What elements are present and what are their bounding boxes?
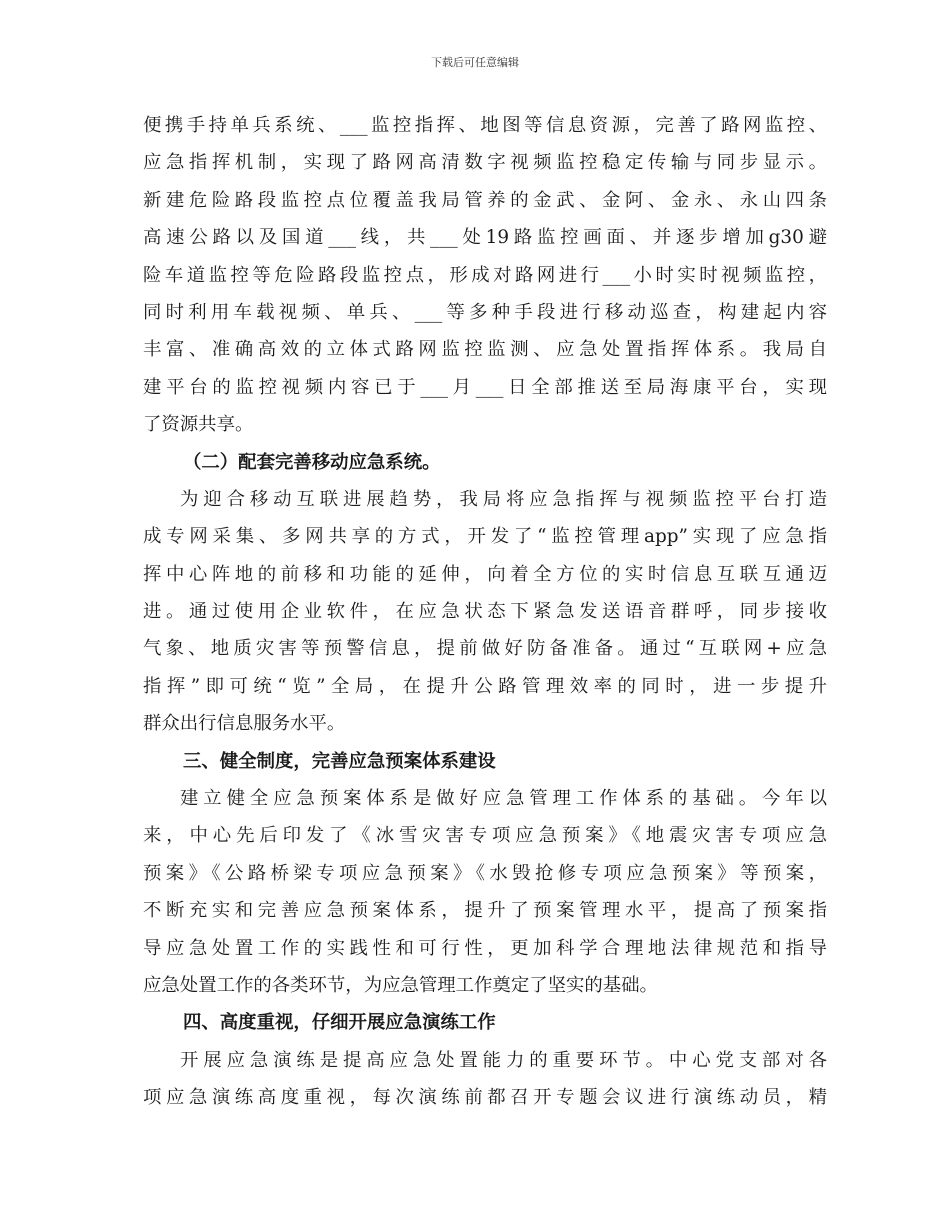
text-line: 挥中心阵地的前移和功能的延伸，向着全方位的实时信息互联互通迈 [143,563,827,585]
text-line: 应急指挥机制，实现了路网高清数字视频监控稳定传输与同步显示。 [143,152,827,174]
document-body [143,107,827,1117]
text-line: 为迎合移动互联进展趋势，我局将应急指挥与视频监控平台打造 [180,488,827,510]
text-line: 来，中心先后印发了《冰雪灾害专项应急预案》《地震灾害专项应急 [143,825,827,847]
text-line: 建平台的监控视频内容已于___月___日全部推送至局海康平台，实现 [143,376,827,398]
text-line: 气象、地质灾害等预警信息，提前做好防备准备。通过“互联网+应急 [143,638,827,660]
text-line: 指挥”即可统“览”全局，在提升公路管理效率的同时，进一步提升 [143,675,827,697]
text-line: 新建危险路段监控点位覆盖我局管养的金武、金阿、金永、永山四条 [143,189,827,211]
page-header: 下载后可任意编辑 [431,56,519,69]
text-line: 项应急演练高度重视，每次演练前都召开专题会议进行演练动员，精 [143,1087,827,1109]
text-line: 建立健全应急预案体系是做好应急管理工作体系的基础。今年以 [180,788,827,810]
text-line: 不断充实和完善应急预案体系，提升了预案管理水平，提高了预案指 [143,900,827,922]
text-line: 群众出行信息服务水平。 [143,713,346,735]
text-line: 导应急处置工作的实践性和可行性，更加科学合理地法律规范和指导 [143,937,827,959]
section-heading-drills: 四、高度重视，仔细开展应急演练工作 [183,1012,496,1034]
text-line: 开展应急演练是提高应急处置能力的重要环节。中心党支部对各 [180,1049,827,1071]
text-line: 险车道监控等危险路段监控点，形成对路网进行___小时实时视频监控， [143,264,827,286]
text-line: 进。通过使用企业软件，在应急状态下紧急发送语音群呼，同步接收 [143,601,827,623]
text-line: 高速公路以及国道___线，共___处19路监控画面、并逐步增加g30避 [143,227,827,249]
text-line: 应急处置工作的各类环节，为应急管理工作奠定了坚实的基础。 [143,974,658,996]
text-line: 预案》《公路桥梁专项应急预案》《水毁抢修专项应急预案》等预案， [143,862,827,884]
paragraph-monitoring-resources [143,107,827,444]
paragraph-mobile-emergency [143,481,827,743]
section-heading-mobile-emergency: （二）配套完善移动应急系统。 [183,451,441,473]
text-line: 了资源共享。 [143,414,254,436]
text-line: 成专网采集、多网共享的方式，开发了“监控管理app”实现了应急指 [143,526,827,548]
text-line: 丰富、准确高效的立体式路网监控监测、应急处置指挥体系。我局自 [143,339,827,361]
paragraph-plan-system [143,780,827,1004]
section-heading-plan-system: 三、健全制度，完善应急预案体系建设 [183,750,496,772]
text-line: 便携手持单兵系统、___监控指挥、地图等信息资源，完善了路网监控、 [143,115,827,136]
text-line: 同时利用车载视频、单兵、___等多种手段进行移动巡查，构建起内容 [143,301,827,323]
paragraph-drills [143,1042,827,1117]
